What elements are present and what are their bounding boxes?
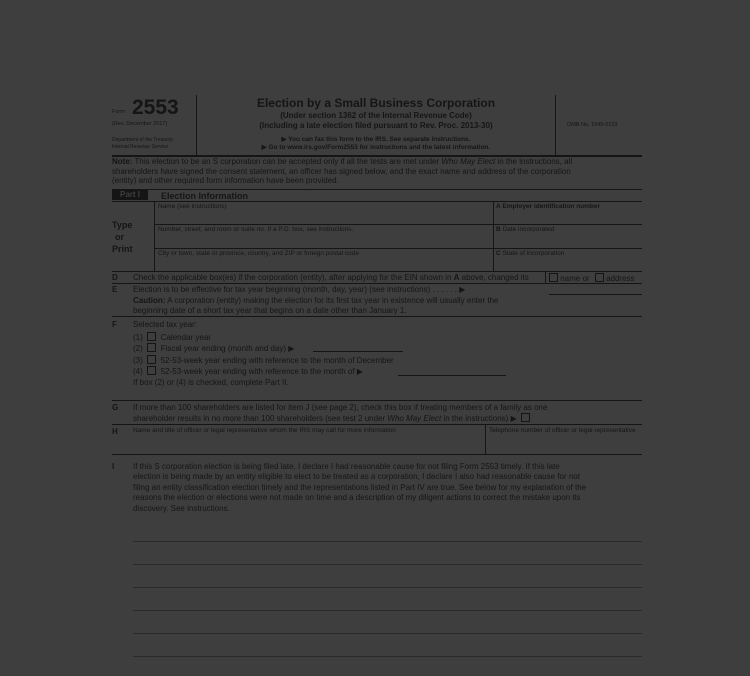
part-1-title: Election Information <box>161 191 249 201</box>
line-e-rule <box>112 316 642 317</box>
line-d-letter: D <box>112 273 118 282</box>
note-text-2: in the instructions, all <box>497 157 573 166</box>
part-1-tag: Part I <box>112 190 148 200</box>
tax-year-option-1: (1) Calendar year <box>133 333 211 342</box>
part-1-right-divider <box>493 201 494 271</box>
date-incorporated-field[interactable]: B Date incorporated <box>496 226 555 233</box>
title-block <box>198 95 554 152</box>
name-field[interactable]: Name (see instructions) <box>158 203 227 210</box>
tax-year-option-3: (3) 52-53-week year ending with reference to the month of December <box>133 356 394 365</box>
line-h-letter: H <box>112 427 118 436</box>
note-italic: Who May Elect <box>441 157 496 166</box>
fiscal-year-field[interactable] <box>313 351 403 352</box>
tax-year-option-2: (2) Fiscal year ending (month and day) ▶ <box>133 344 295 353</box>
line-i-letter: I <box>112 462 115 471</box>
irs-label: Internal Revenue Service <box>112 144 169 150</box>
explanation-line-2[interactable] <box>133 564 642 565</box>
line-e-caution-2: beginning date of a short tax year that begins on a date other than January 1. <box>133 306 407 315</box>
line-d-options: name or address <box>549 273 635 284</box>
department-label: Department of the Treasury <box>112 137 173 143</box>
form-number: 2553 <box>132 96 179 119</box>
name-row-rule <box>154 224 642 225</box>
explanation-line-5[interactable] <box>133 633 642 634</box>
part-1-bottom-rule <box>112 271 642 272</box>
form-title: Election by a Small Business Corporation <box>256 96 496 110</box>
note-rule <box>112 189 642 190</box>
line-g-rule <box>112 424 642 425</box>
line-i-statement: If this S corporation election is being filed late, I declare I had reasonable cause for not filing Form 2553 timely. If this late election is being made by an entity eligible to elect to be treated as a corporation, I declare I also had reasonable cause for not filing an entity classification election timely and the representations listed in Part IV are true. See below for my explanation of the reasons the election or elections were not made on time and a description of my diligent actions to correct the mistake upon its discovery. See instructions. <box>133 462 587 513</box>
revision-date: (Rev. December 2017) <box>112 121 168 127</box>
line-f-rule <box>112 400 642 401</box>
form-label: Form <box>112 109 125 115</box>
line-g-text-2: shareholder results in no more than 100 shareholders (see test 2 under Who May Elect in the instructions) ▶ <box>133 413 530 424</box>
fiscal-year-checkbox[interactable] <box>147 343 156 352</box>
note-label: Note: <box>112 157 133 166</box>
line-d-divider <box>545 272 546 283</box>
officer-telephone-field[interactable]: Telephone number of officer or legal representative <box>489 427 636 434</box>
subtitle-late-election: (Including a late election filed pursuant to Rev. Proc. 2013-30) <box>259 120 493 130</box>
note-block <box>112 157 642 186</box>
officer-name-field[interactable]: Name and title of officer or legal representative whom the IRS may call for more information <box>133 427 396 434</box>
line-g-letter: G <box>112 403 119 412</box>
line-e-caution: Caution: A corporation (entity) making the election for its first tax year in existence will usually enter the <box>133 296 499 305</box>
note-line-2: shareholders have signed the consent statement, an officer has signed below, and the exact name and address of the corporation <box>112 166 571 176</box>
line-f-letter: F <box>112 320 117 329</box>
part-1-left-divider <box>154 201 155 271</box>
part-1-rule <box>112 201 642 202</box>
city-field[interactable]: City or town, state or province, country, and ZIP or foreign postal code <box>158 250 359 257</box>
line-h-rule <box>112 454 642 455</box>
name-change-checkbox[interactable] <box>549 273 558 282</box>
form-id-block <box>112 95 198 155</box>
line-e-text: Election is to be effective for tax year beginning (month, day, year) (see instructions) . . . . . . ▶ <box>133 285 466 294</box>
header-divider-left <box>196 95 197 155</box>
week-year-month-checkbox[interactable] <box>147 366 156 375</box>
goto-instruction: ▶ Go to www.irs.gov/Form2553 for instructions and the latest information. <box>261 144 491 152</box>
ein-field[interactable]: A Employer identification number <box>496 203 601 210</box>
fax-instruction: ▶ You can fax this form to the IRS. See separate instructions. <box>281 135 471 143</box>
line-d-rule <box>112 283 642 284</box>
line-d-text: Check the applicable box(es) if the corporation (entity), after applying for the EIN shown in A above, changed its <box>133 273 529 282</box>
address-change-checkbox[interactable] <box>595 273 604 282</box>
week-year-month-field[interactable] <box>398 375 506 376</box>
omb-number: OMB No. 1545-0123 <box>567 122 618 128</box>
family-members-checkbox[interactable] <box>521 413 530 422</box>
calendar-year-checkbox[interactable] <box>147 332 156 341</box>
address-field[interactable]: Number, street, and room or suite no. If a P.O. box, see instructions. <box>158 226 354 233</box>
week-year-december-checkbox[interactable] <box>147 355 156 364</box>
explanation-line-4[interactable] <box>133 610 642 611</box>
type-or-print: Type or Print <box>112 220 133 254</box>
note-line-3: (entity) and other required form information have been provided. <box>112 176 339 186</box>
line-h-divider <box>485 424 486 454</box>
note-text-1: This election to be an S corporation can be accepted only if all the tests are met under <box>134 157 440 166</box>
line-f-text: Selected tax year: <box>133 320 198 329</box>
subtitle-section: (Under section 1362 of the Internal Revenue Code) <box>280 111 472 121</box>
line-g-text-1: If more than 100 shareholders are listed for item J (see page 2), check this box if treating members of a family as one <box>133 403 548 412</box>
tax-year-option-4: (4) 52-53-week year ending with reference to the month of ▶ <box>133 367 363 376</box>
address-row-rule <box>154 248 642 249</box>
explanation-line-6[interactable] <box>133 656 642 657</box>
header-divider-right <box>555 95 556 155</box>
line-f-note: If box (2) or (4) is checked, complete Part II. <box>133 378 289 387</box>
state-incorporation-field[interactable]: C State of incorporation <box>496 250 565 257</box>
explanation-line-3[interactable] <box>133 587 642 588</box>
effective-date-field[interactable] <box>549 294 642 295</box>
explanation-line-1[interactable] <box>133 541 642 542</box>
line-e-letter: E <box>112 285 118 294</box>
